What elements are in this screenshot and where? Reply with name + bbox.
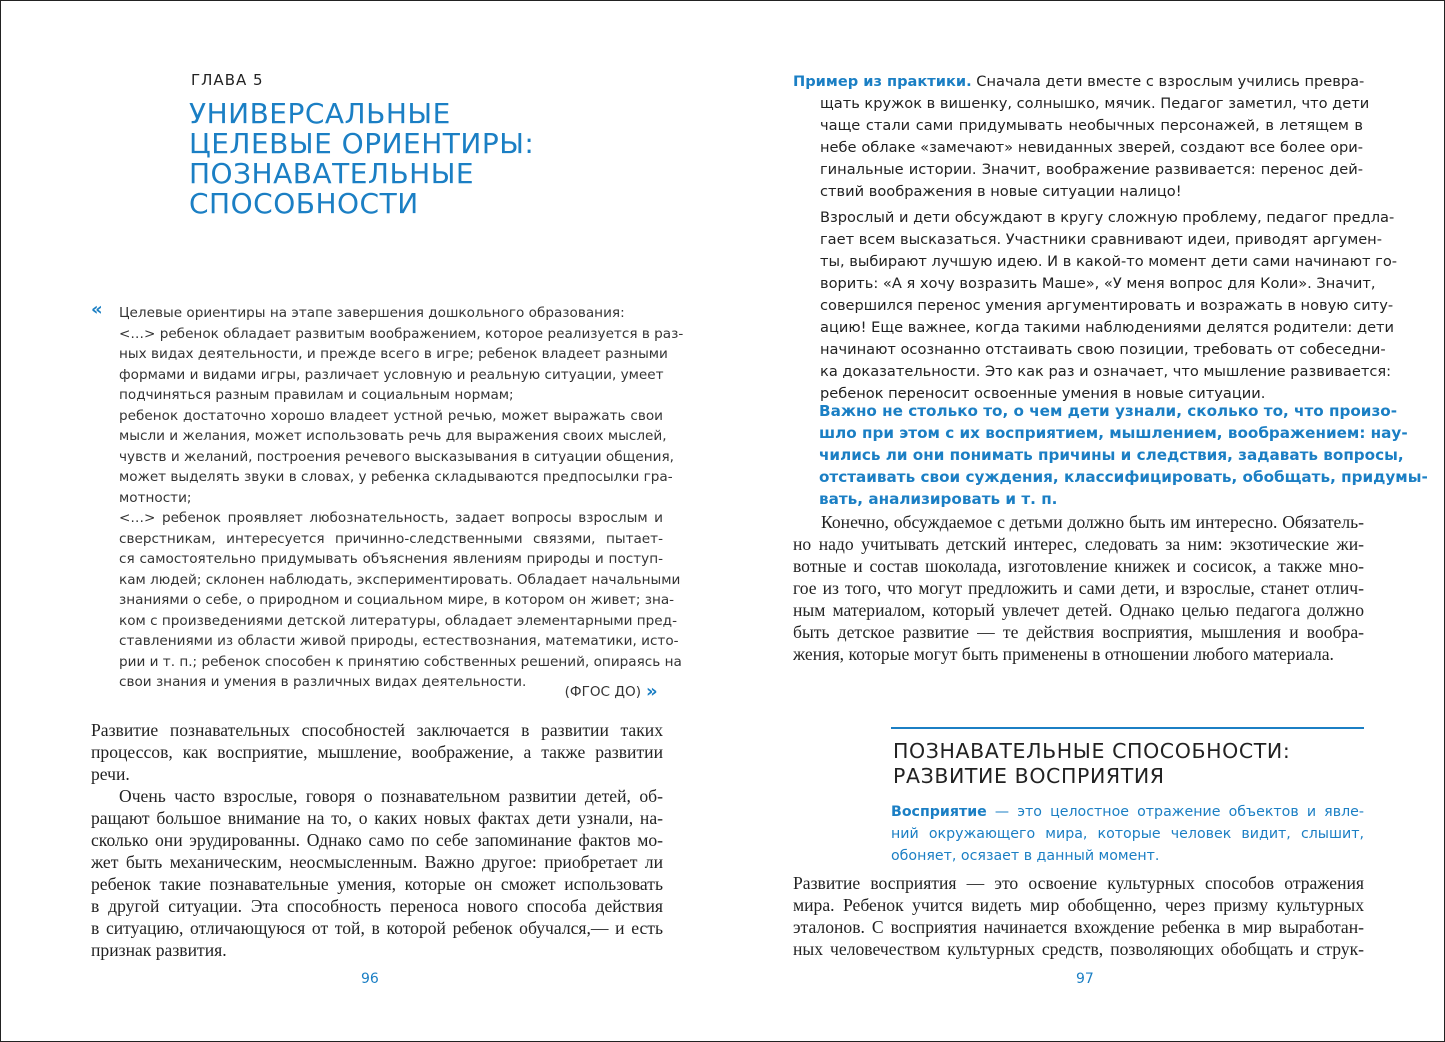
- example-line: гинальные истории. Значит, воображение развивается: перенос дей-: [820, 161, 1363, 178]
- section-divider: [891, 727, 1364, 729]
- definition-box: [891, 801, 1364, 867]
- callout-line: отстаивать свои суждения, классифицировать, обобщать, придумы-: [819, 468, 1428, 486]
- definition-line: ний окружающего мира, которые человек видит, слышит,: [891, 826, 1364, 842]
- body-line: речи.: [91, 764, 130, 784]
- body-line: в другой ситуации. Эта способность переноса нового способа действия: [91, 896, 663, 916]
- chapter-title-line: СПОСОБНОСТИ: [189, 187, 419, 220]
- section-title-line: РАЗВИТИЕ ВОСПРИЯТИЯ: [893, 764, 1165, 788]
- body-line: эталонов. С восприятия начинается вхождение ребенка в мир выработан-: [793, 917, 1364, 937]
- quote-line: ставлениями из области живой природы, естествознания, математики, исто-: [119, 633, 679, 649]
- example-label: Пример из практики.: [793, 73, 972, 90]
- quote-line: может выделять звуки в словах, у ребенка складываются предпосылки гра-: [119, 469, 673, 485]
- page-number-left: 96: [361, 971, 379, 987]
- example-line: щать кружок в вишенку, солнышко, мячик. Педагог заметил, что дети: [820, 95, 1370, 112]
- example-line: гает всем высказаться. Участники сравнивают идеи, приводят аргумен-: [820, 231, 1382, 248]
- quote-line: рии и т. п.; ребенок способен к принятию собственных решений, опираясь на: [119, 653, 682, 670]
- quote-line: мысли и желания, может использовать речь для выражения своих мыслей,: [119, 428, 667, 444]
- body-line: жет быть механическим, неосмысленным. Важно другое: приобретает ли: [91, 852, 663, 872]
- quote-line: знаниями о себе, о природном и социальном мире, в котором он живет; зна-: [119, 592, 675, 608]
- body-line: Конечно, обсуждаемое с детьми должно быть им интересно. Обязатель-: [821, 512, 1364, 532]
- page-number-right: 97: [1076, 971, 1094, 987]
- practice-example: [793, 71, 1398, 405]
- example-line: ты, выбирают лучшую идею. И в какой-то момент дети сами начинают го-: [820, 253, 1398, 270]
- definition-line-text: — это целостное отражение объектов и явле-: [986, 804, 1364, 820]
- example-line: начинают осознанно отстаивать свою позиции, требовать от собеседни-: [820, 341, 1386, 358]
- example-line: ствий воображения в новые ситуации налицо!: [820, 183, 1182, 200]
- body-line: мира. Ребенок учится видеть мир обобщенно, через призму культурных: [793, 895, 1364, 915]
- right-page: [723, 1, 1444, 1041]
- chapter-label: ГЛАВА 5: [191, 71, 264, 89]
- body-line: ных человечеством культурных средств, позволяющих обобщать и струк-: [793, 939, 1364, 959]
- key-idea-callout: [819, 400, 1428, 510]
- body-line: Развитие познавательных способностей заключается в развитии таких: [91, 720, 663, 740]
- body-line: ным материалом, который увлечет детей. Однако целью педагога должно: [793, 600, 1364, 620]
- quote-line: сверстникам, интересуется причинно-следственными связями, пытает-: [119, 530, 663, 547]
- body-line: Развитие восприятия — это освоение культурных способов отражения: [793, 873, 1364, 893]
- quote-open-mark: «: [91, 299, 103, 320]
- body-line: Очень часто взрослые, говоря о познавательном развитии детей, об-: [119, 786, 663, 806]
- quote-close-mark: »: [646, 681, 658, 702]
- example-line: Взрослый и дети обсуждают в кругу сложную проблему, педагог предла-: [820, 209, 1395, 226]
- quote-line: кам людей; склонен наблюдать, экспериментировать. Обладает начальными: [119, 571, 681, 588]
- example-line: ацию! Еще важнее, когда такими наблюдениями делятся родители: дети: [820, 319, 1395, 336]
- body-line: гое из того, что могут предложить и сами дети, и взрослые, станет отлич-: [793, 578, 1364, 598]
- definition-line: обоняет, осязает в данный момент.: [891, 848, 1160, 864]
- right-body-text: [793, 511, 1364, 665]
- callout-line: шло при этом с их восприятием, мышлением, воображением: нау-: [819, 424, 1408, 442]
- quote-line: формами и видами игры, различает условную и реальную ситуации, умеет: [119, 366, 664, 383]
- quote-line: мотности;: [119, 489, 192, 506]
- chapter-title-line: УНИВЕРСАЛЬНЫЕ: [189, 97, 451, 130]
- example-line: ка доказательности. Это как раз и означает, что мышление развивается:: [820, 363, 1392, 380]
- chapter-title: [189, 99, 534, 219]
- body-line: жения, которые могут быть применены в отношении любого материала.: [793, 644, 1334, 664]
- example-line: небе облаке «замечают» невиданных зверей, создают все более ори-: [820, 139, 1363, 156]
- definition-line: [891, 801, 1364, 823]
- section-title: [893, 739, 1290, 789]
- quote-line: чувств и желаний, построения речевого высказывания в ситуации общения,: [119, 448, 674, 465]
- quote-line: ребенок достаточно хорошо владеет устной речью, может выражать свои: [119, 407, 663, 424]
- example-line-text: Сначала дети вместе с взрослым учились превра-: [971, 73, 1365, 90]
- quote-line: <…> ребенок проявляет любознательность, задает вопросы взрослым и: [119, 510, 663, 526]
- quote-line: ся самостоятельно придумывать объяснения явлениям природы и поступ-: [119, 551, 663, 567]
- chapter-title-line: ПОЗНАВАТЕЛЬНЫЕ: [189, 157, 475, 190]
- quote-line: ком с произведениями детской литературы, обладает элементарными пред-: [119, 612, 677, 629]
- left-page: [1, 1, 723, 1041]
- callout-line: Важно не столько то, о чем дети узнали, сколько то, что произо-: [819, 402, 1398, 420]
- callout-line: вать, анализировать и т. п.: [819, 490, 1058, 508]
- callout-line: чились ли они понимать причины и следствия, задавать вопросы,: [819, 446, 1404, 464]
- right-body-text-2: [793, 872, 1364, 960]
- body-line: но надо учитывать детский интерес, следовать за ним: экзотические жи-: [793, 534, 1364, 554]
- quote-source: (ФГОС ДО): [564, 684, 641, 700]
- quote-line: <…> ребенок обладает развитым воображением, которое реализуется в раз-: [119, 325, 684, 342]
- chapter-title-line: ЦЕЛЕВЫЕ ОРИЕНТИРЫ:: [189, 127, 535, 160]
- example-line: совершился перенос умения аргументировать и возражать в новую ситу-: [820, 297, 1394, 314]
- standard-quote: [119, 303, 684, 693]
- body-line: сколько они эрудированны. Однако само по себе запоминание фактов мо-: [91, 830, 663, 850]
- quote-line: ных видах деятельности, и прежде всего в игре; ребенок владеет разными: [119, 346, 668, 362]
- quote-line: Целевые ориентиры на этапе завершения дошкольного образования:: [119, 305, 625, 321]
- body-line: процессов, как восприятие, мышление, воображение, а также развитии: [91, 742, 663, 762]
- section-title-line: ПОЗНАВАТЕЛЬНЫЕ СПОСОБНОСТИ:: [893, 739, 1291, 763]
- example-line: [793, 71, 1363, 93]
- example-line: чаще стали сами придумывать необычных персонажей, в летящем в: [820, 117, 1363, 134]
- quote-line: свои знания и умения в различных видах деятельности.: [119, 674, 527, 690]
- body-line: вотные и состав шоколада, изготовление книжек и сосисок, а также мно-: [793, 556, 1364, 576]
- quote-line: подчиняться разным правилам и социальным нормам;: [119, 387, 514, 403]
- body-line: ращают большое внимание на то, о каких новых фактах дети узнали, на-: [91, 808, 663, 828]
- body-line: признак развития.: [91, 940, 227, 960]
- example-line: ворить: «А я хочу возразить Маше», «У меня вопрос для Коли». Значит,: [820, 275, 1376, 292]
- left-body-text: [91, 719, 663, 961]
- body-line: быть детское развитие — те действия восприятия, мышления и вообра-: [793, 622, 1364, 642]
- definition-term: Восприятие: [891, 804, 987, 820]
- example-line: ребенок переносит освоенные умения в новые ситуации.: [820, 385, 1266, 402]
- body-line: ребенок такие познавательные умения, которые он сможет использовать: [91, 874, 663, 894]
- body-line: в ситуацию, отличающуюся от той, в которой ребенок обучался,— и есть: [91, 918, 663, 938]
